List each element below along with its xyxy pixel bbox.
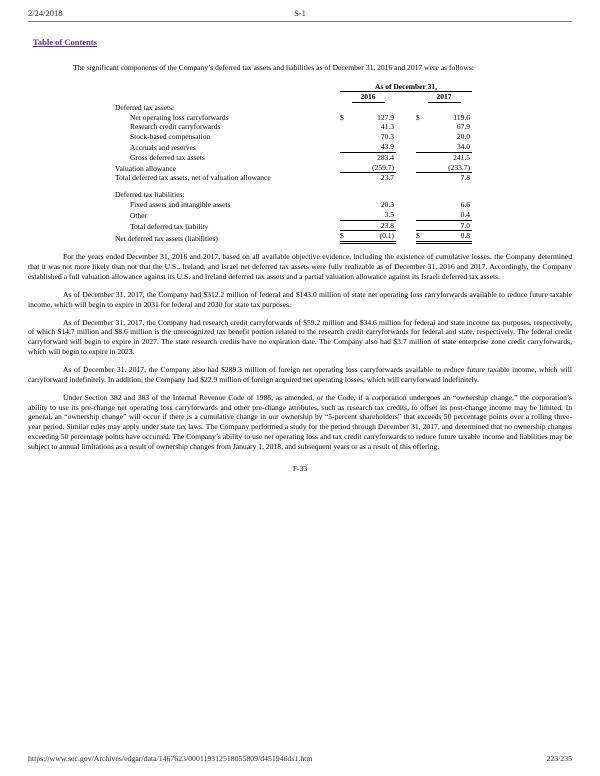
table-year-row [115,92,472,103]
header-divider [28,21,572,22]
deferred-tax-table [115,82,472,244]
cell-value: 41.3 [380,122,394,132]
paragraph: For the years ended December 31, 2016 and 2017, based on all available objective evidence, including the existence of cumulative losses, the Company determined that it was not more likely than not that the U.S., Ireland, and Israel net deferred tax assets were fully realizable as of December 31, 2016 and 2017. Accordingly, the Company established a full valuation allowance against its U.S. and Ireland deferred tax assets and a partial valuation allowance against its Israeli deferred tax assets. [28,252,572,281]
table-row [115,173,472,183]
document-type-label: S-1 [294,8,306,18]
cell-value: 23.7 [380,173,394,183]
dollar-sign: $ [340,231,344,241]
row-label: Net operating loss carryforwards [130,112,229,122]
value-cell [416,173,472,183]
dollar-sign: $ [416,231,420,241]
paragraphs-section [28,252,572,452]
value-cell [340,113,396,123]
paragraph: As of December 31, 2017, the Company also had $289.3 million of foreign net operating loss carryforwards available to reduce future taxable income, which will carryforward indefinitely. In addition, the Company had $22.9 million of foreign acquired net operating losses, which will carryforward indefinitely. [28,364,572,384]
value-cell [416,122,472,132]
table-header-row [115,82,472,93]
row-label: Gross deferred tax assets [130,152,205,162]
table-row [115,103,472,113]
cell-value: 241.5 [453,152,470,162]
value-cell [340,173,396,183]
row-label: Stock-based compensation [130,132,211,142]
document-body [28,63,572,474]
print-footer [28,754,572,763]
column-header-2017: 2017 [416,92,472,103]
cell-value: 67.9 [456,122,470,132]
value-cell [340,163,396,174]
table-row [115,163,472,174]
cell-value: 127.9 [377,112,394,122]
paragraph: As of December 31, 2017, the Company had research credit carryforwards of $59.2 million and $34.6 million for federal and state income tax purposes, respectively, of which $14.7 million and $8.6 million is the unrecognized tax benefit portion related to the research credit carryforwards for federal and state, respectively. The federal credit carryforward will begin to expire in 2027. The state research credits have no expiration date. The Company also had $3.7 million of state enterprise zone credit carryforwards, which will begin to expire in 2023. [28,317,572,357]
footer-page-count: 223/235 [546,754,572,763]
row-label: Other [130,210,148,220]
value-cell [416,200,472,210]
value-cell [340,200,396,210]
table-row [115,132,472,142]
table-row [115,231,472,244]
cell-value: 7.0 [460,220,470,230]
intro-paragraph: The significant components of the Company’s deferred tax assets and liabilities as of December 31, 2016 and 2017 were as follows: [73,63,474,72]
cell-value: (0.1) [379,231,394,241]
table-row [115,113,472,123]
row-label: Total deferred tax liability [130,221,209,231]
value-cell [416,153,472,163]
page-number: F-33 [292,463,308,473]
table-row [115,122,472,132]
row-label: Accruals and reserves [130,143,196,153]
cell-value: 119.6 [453,112,470,122]
value-cell [416,113,472,123]
cell-value: 0.4 [460,209,470,219]
cell-value: 283.4 [377,152,394,162]
row-label: Total deferred tax assets, net of valuation allowance [115,173,271,183]
footer-url: https://www.sec.gov/Archives/edgar/data/1467623/000119312518055809/d451946ds1.htm [28,754,313,763]
cell-value: (233.7) [448,162,470,172]
value-cell [416,163,472,174]
cell-value: 3.5 [384,209,394,219]
paragraph: As of December 31, 2017, the Company had $312.2 million of federal and $143.0 million of state net operating loss carryforwards available to reduce future taxable income, which will begin to expire in 2031 for federal and 2030 for state tax purposes. [28,289,572,309]
row-label: Deferred tax assets: [115,102,175,112]
value-cell [416,210,472,221]
row-label: Research credit carryforwards [130,122,221,132]
value-cell [340,122,396,132]
cell-value: 43.9 [380,142,394,152]
value-cell [340,132,396,142]
value-cell [340,221,396,232]
table-row [115,221,472,232]
value-cell [340,142,396,153]
row-label: Fixed assets and intangible assets [130,200,231,210]
value-cell [340,153,396,163]
value-cell [416,132,472,142]
paragraph: Under Section 382 and 383 of the Internal Revenue Code of 1986, as amended, or the Code, if a corporation undergoes an “ownership change,” the corporation’s ability to use its pre-change net operating loss carryforwards and other pre-change attributes, such as research tax credits, to offset its post-change income may be limited. In general, an “ownership change” will occur if there is a cumulative change in our ownership by “5-percent shareholders” that exceeds 50 percentage points over a rolling three-year period. Similar rules may apply under state tax laws. The Company performed a study for the period through December 31, 2017, and determined that no ownership changes exceeding 50 percentage points have occurred. The Company’s ability to use net operating loss and tax credit carryforwards to reduce future taxable income and liabilities may be subject to annual limitations as a result of ownership changes from January 1, 2018, and subsequent years or as a result of this offering. [28,392,572,451]
table-header-span: As of December 31, [340,82,472,93]
row-label: Net deferred tax assets (liabilities) [115,234,218,244]
dollar-sign: $ [416,112,420,122]
value-cell [340,210,396,221]
value-cell [416,231,472,244]
cell-value: 0.8 [460,231,470,241]
cell-value: 70.3 [380,132,394,142]
cell-value: 20.0 [456,132,470,142]
table-body [115,103,472,244]
value-cell [416,221,472,232]
table-row [115,210,472,221]
row-label: Deferred tax liabilities: [115,190,185,200]
cell-value: (259.7) [372,162,394,172]
cell-value: 6.6 [460,200,470,210]
cell-value: 23.8 [380,220,394,230]
cell-value: 7.8 [460,173,470,183]
table-row [115,190,472,200]
print-date: 2/24/2018 [28,8,63,18]
cell-value: 34.0 [456,142,470,152]
cell-value: 20.3 [380,200,394,210]
column-header-2016: 2016 [340,92,396,103]
table-row [115,200,472,210]
table-row [115,142,472,153]
table-of-contents-link[interactable]: Table of Contents [33,37,97,47]
table-row [115,153,472,163]
value-cell [416,142,472,153]
dollar-sign: $ [340,112,344,122]
row-label: Valuation allowance [115,163,177,173]
value-cell [340,231,396,244]
